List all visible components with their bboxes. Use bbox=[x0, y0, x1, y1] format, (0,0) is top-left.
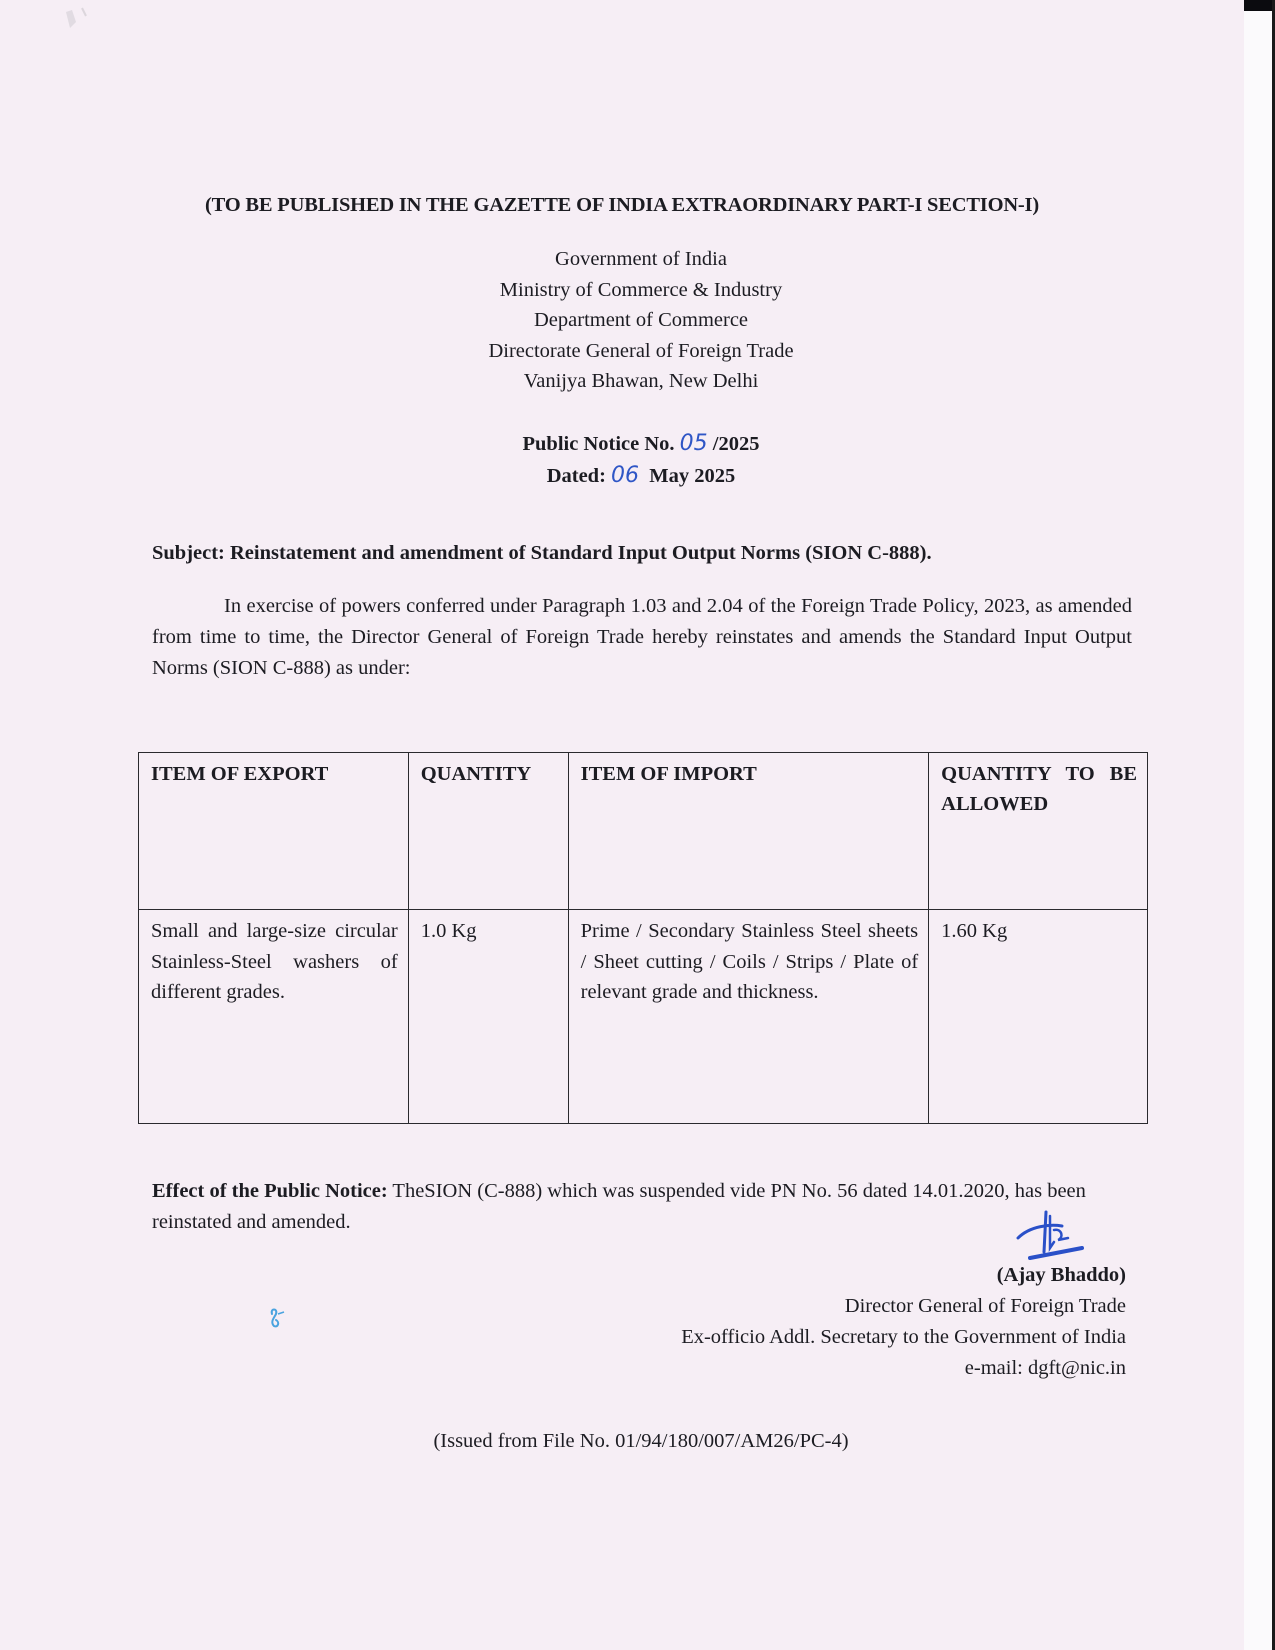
signatory-designation: Director General of Foreign Trade bbox=[844, 1295, 1126, 1317]
cell-quantity-allowed: 1.60 Kg bbox=[929, 910, 1148, 1124]
dated-label: Dated: bbox=[546, 465, 606, 487]
cell-item-of-export: Small and large-size circular Stainless-Steel washers of different grades. bbox=[139, 910, 409, 1124]
sion-norms-table bbox=[138, 752, 1148, 1124]
column-header-quantity: QUANTITY bbox=[408, 753, 568, 910]
scan-border-top bbox=[1244, 0, 1275, 11]
date-day-handwritten: 06 bbox=[611, 463, 640, 488]
signatory-secondary-designation: Ex-officio Addl. Secretary to the Government of India bbox=[681, 1326, 1126, 1348]
body-paragraph-text: In exercise of powers conferred under Paragraph 1.03 and 2.04 of the Foreign Trade Policy, 2023, as amended from time to time, the Director General of Foreign Trade hereby reinstates and amends the Standard Input Output Norms (SION C-888) as under: bbox=[152, 595, 1132, 679]
column-header-item-of-export: ITEM OF EXPORT bbox=[139, 753, 409, 910]
subject-line: Subject: Reinstatement and amendment of Standard Input Output Norms (SION C-888). bbox=[152, 542, 932, 564]
column-header-item-of-import: ITEM OF IMPORT bbox=[568, 753, 929, 910]
address-line-department: Department of Commerce bbox=[533, 309, 749, 331]
issuing-authority-address bbox=[0, 244, 1275, 397]
signatory-name: (Ajay Bhaddo) bbox=[996, 1264, 1126, 1286]
notice-number-year: /2025 bbox=[712, 433, 760, 455]
table-row bbox=[139, 910, 1148, 1124]
date-month-year: May 2025 bbox=[649, 465, 736, 487]
stray-ink-mark-icon bbox=[266, 1306, 288, 1332]
address-line-location: Vanijya Bhawan, New Delhi bbox=[523, 370, 759, 392]
cell-quantity: 1.0 Kg bbox=[408, 910, 568, 1124]
gazette-publication-line: (TO BE PUBLISHED IN THE GAZETTE OF INDIA EXTRAORDINARY PART-I SECTION-I) bbox=[205, 194, 1039, 216]
body-paragraph bbox=[152, 591, 1132, 684]
public-notice-header bbox=[0, 428, 1275, 492]
signatory-block bbox=[681, 1260, 1126, 1384]
signatory-email: e-mail: dgft@nic.in bbox=[964, 1357, 1126, 1379]
address-line-government: Government of India bbox=[555, 248, 727, 270]
notice-number-label: Public Notice No. bbox=[522, 433, 675, 455]
file-reference: (Issued from File No. 01/94/180/007/AM26/PC-4) bbox=[433, 1430, 849, 1452]
public-notice-number bbox=[0, 428, 1275, 460]
effect-of-notice bbox=[152, 1176, 1132, 1237]
address-line-ministry: Ministry of Commerce & Industry bbox=[499, 278, 783, 301]
effect-text: TheSION (C-888) which was suspended vide PN No. 56 dated 14.01.2020, has been reinstated and amended. bbox=[152, 1180, 1086, 1233]
signature-icon bbox=[1010, 1208, 1090, 1264]
column-header-quantity-allowed: QUANTITY TO BE ALLOWED bbox=[929, 753, 1148, 910]
address-line-directorate: Directorate General of Foreign Trade bbox=[488, 339, 794, 362]
cell-item-of-import: Prime / Secondary Stainless Steel sheets / Sheet cutting / Coils / Strips / Plate of relevant grade and thickness. bbox=[568, 910, 929, 1124]
paper-scuff-mark bbox=[58, 6, 98, 40]
effect-label: Effect of the Public Notice: bbox=[152, 1180, 388, 1202]
public-notice-date bbox=[0, 460, 1275, 492]
table-header-row bbox=[139, 753, 1148, 910]
notice-number-handwritten: 05 bbox=[679, 431, 708, 456]
